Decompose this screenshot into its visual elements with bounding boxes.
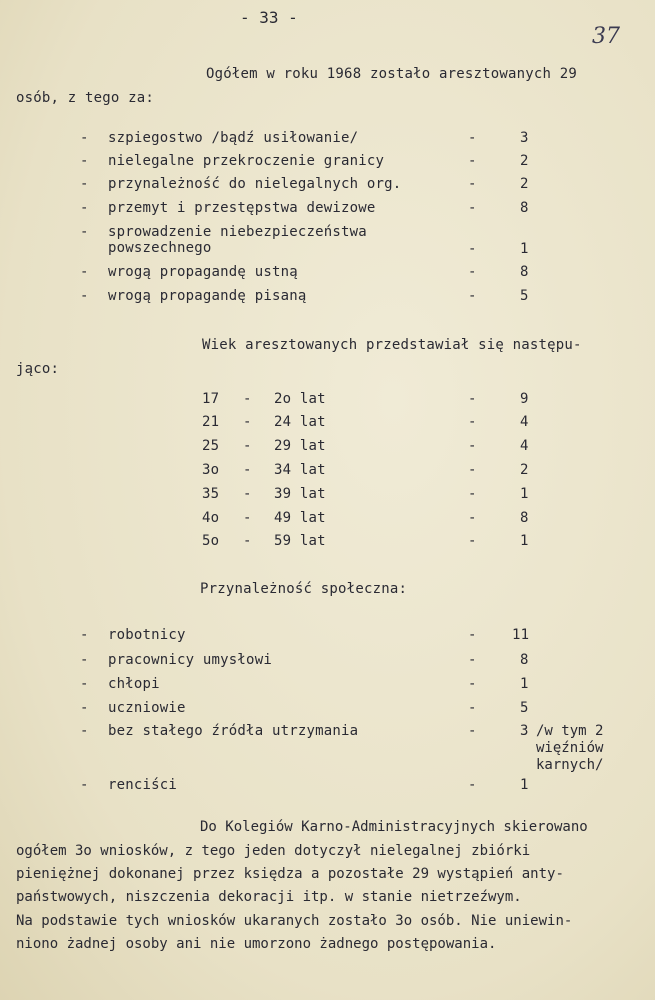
age-to: 24 lat — [274, 414, 326, 430]
note-line: więźniów — [536, 740, 604, 756]
paragraph-line: Do Kolegiów Karno-Administracyjnych skierowano — [200, 819, 588, 835]
value-dash: - — [468, 264, 477, 280]
bullet-dash: - — [80, 224, 89, 240]
bullet-dash: - — [80, 676, 89, 692]
value-dash: - — [468, 176, 477, 192]
age-value: 9 — [520, 391, 529, 407]
bullet-dash: - — [80, 700, 89, 716]
social-label: pracownicy umysłowi — [108, 652, 272, 668]
bullet-dash: - — [80, 153, 89, 169]
social-value: 5 — [520, 700, 529, 716]
age-from: 25 — [202, 438, 220, 454]
bullet-dash: - — [80, 723, 89, 739]
bullet-dash: - — [80, 652, 89, 668]
value-dash: - — [468, 130, 477, 146]
note-line: /w tym 2 — [536, 723, 604, 739]
social-label: bez stałego źródła utrzymania — [108, 723, 359, 739]
age-value: 4 — [520, 414, 529, 430]
age-value: 2 — [520, 462, 529, 478]
offense-value: 3 — [520, 130, 529, 146]
range-dash: - — [243, 391, 252, 407]
age-to: 29 lat — [274, 438, 326, 454]
age-from: 35 — [202, 486, 220, 502]
intro-line-2: osób, z tego za: — [16, 90, 155, 106]
social-note — [536, 723, 603, 774]
social-value: 11 — [512, 627, 530, 643]
range-dash: - — [243, 438, 252, 454]
value-dash: - — [468, 700, 477, 716]
bullet-dash: - — [80, 264, 89, 280]
paragraph-line: państwowych, niszczenia dekoracji itp. w stanie nietrzeźwym. — [16, 889, 522, 905]
range-dash: - — [243, 510, 252, 526]
value-dash: - — [468, 241, 477, 257]
age-to: 39 lat — [274, 486, 326, 502]
value-dash: - — [468, 652, 477, 668]
value-dash: - — [468, 200, 477, 216]
handwritten-folio-number: 37 — [592, 24, 620, 49]
age-from: 5o — [202, 533, 220, 549]
value-dash: - — [468, 414, 477, 430]
offense-value: 8 — [520, 200, 529, 216]
bullet-dash: - — [80, 176, 89, 192]
offense-label: wrogą propagandę pisaną — [108, 288, 307, 304]
paragraph-line: niono żadnej osoby ani nie umorzono żadnego postępowania. — [16, 936, 497, 952]
age-from: 4o — [202, 510, 220, 526]
value-dash: - — [468, 777, 477, 793]
offense-label: sprowadzenie niebezpieczeństwa — [108, 224, 367, 240]
value-dash: - — [468, 723, 477, 739]
offense-label: przynależność do nielegalnych org. — [108, 176, 402, 192]
paragraph-line: ogółem 3o wniosków, z tego jeden dotyczył nielegalnej zbiórki — [16, 843, 531, 859]
offense-value: 2 — [520, 153, 529, 169]
paragraph-line: pieniężnej dokonanej przez księdza a pozostałe 29 wystąpień anty- — [16, 866, 564, 882]
offense-label-continued: powszechnego — [108, 240, 212, 256]
range-dash: - — [243, 462, 252, 478]
age-to: 49 lat — [274, 510, 326, 526]
offense-label: przemyt i przestępstwa dewizowe — [108, 200, 376, 216]
value-dash: - — [468, 391, 477, 407]
age-from: 3o — [202, 462, 220, 478]
offense-value: 5 — [520, 288, 529, 304]
social-label: uczniowie — [108, 700, 186, 716]
bullet-dash: - — [80, 627, 89, 643]
social-label: chłopi — [108, 676, 160, 692]
offense-value: 8 — [520, 264, 529, 280]
age-value: 4 — [520, 438, 529, 454]
social-value: 8 — [520, 652, 529, 668]
value-dash: - — [468, 533, 477, 549]
range-dash: - — [243, 486, 252, 502]
note-line: karnych/ — [536, 757, 604, 773]
page-number: - 33 - — [240, 8, 298, 27]
offense-label: szpiegostwo /bądź usiłowanie/ — [108, 130, 359, 146]
age-intro-line-1: Wiek aresztowanych przedstawiał się następu- — [202, 337, 582, 353]
value-dash: - — [468, 486, 477, 502]
range-dash: - — [243, 533, 252, 549]
value-dash: - — [468, 676, 477, 692]
bullet-dash: - — [80, 777, 89, 793]
age-value: 8 — [520, 510, 529, 526]
offense-label: nielegalne przekroczenie granicy — [108, 153, 385, 169]
value-dash: - — [468, 462, 477, 478]
social-value: 3 — [520, 723, 529, 739]
bullet-dash: - — [80, 130, 89, 146]
offense-label: wrogą propagandę ustną — [108, 264, 298, 280]
age-to: 59 lat — [274, 533, 326, 549]
value-dash: - — [468, 153, 477, 169]
offense-value: 1 — [520, 241, 529, 257]
age-from: 17 — [202, 391, 220, 407]
value-dash: - — [468, 627, 477, 643]
social-value: 1 — [520, 777, 529, 793]
offense-value: 2 — [520, 176, 529, 192]
bullet-dash: - — [80, 200, 89, 216]
age-to: 2o lat — [274, 391, 326, 407]
age-intro-line-2: jąco: — [16, 361, 60, 377]
paragraph-line: Na podstawie tych wniosków ukaranych zostało 3o osób. Nie uniewin- — [16, 913, 573, 929]
age-value: 1 — [520, 486, 529, 502]
social-heading: Przynależność społeczna: — [200, 581, 408, 597]
age-to: 34 lat — [274, 462, 326, 478]
range-dash: - — [243, 414, 252, 430]
intro-line-1: Ogółem w roku 1968 zostało aresztowanych 29 — [206, 66, 578, 82]
value-dash: - — [468, 510, 477, 526]
social-label: robotnicy — [108, 627, 186, 643]
value-dash: - — [468, 438, 477, 454]
social-label: renciści — [108, 777, 178, 793]
social-value: 1 — [520, 676, 529, 692]
age-from: 21 — [202, 414, 220, 430]
value-dash: - — [468, 288, 477, 304]
bullet-dash: - — [80, 288, 89, 304]
age-value: 1 — [520, 533, 529, 549]
